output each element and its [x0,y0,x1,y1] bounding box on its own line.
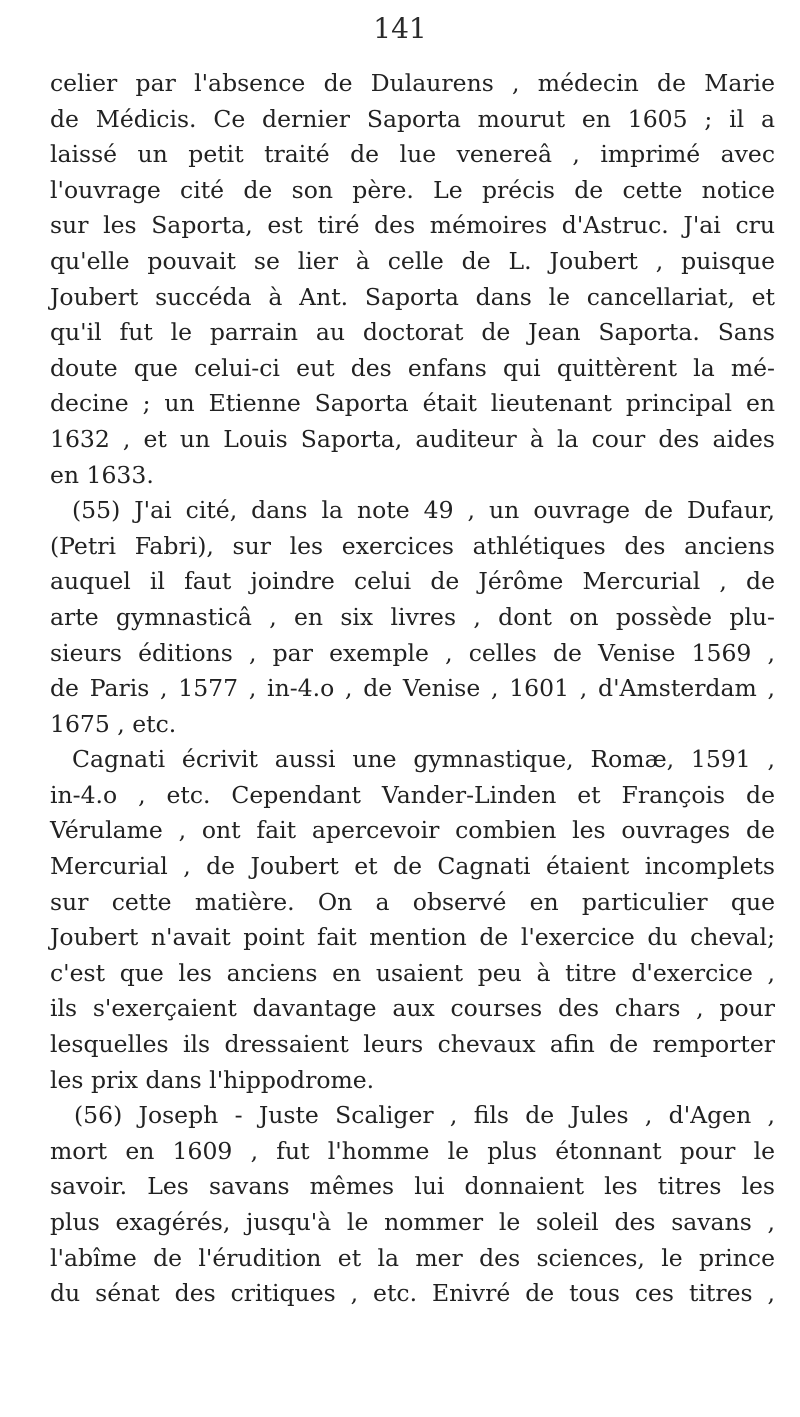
text-line: plus exagérés, jusqu'à le nommer le soleil des savans , [50,1208,775,1236]
note-56-start: (56) Joseph - Juste Scaliger , fils de Jules , d'Agen , [74,1101,775,1130]
body-text [50,66,775,1312]
text-line: en 1633. [50,460,154,489]
text-line: Joubert n'avait point fait mention de l'exercice du cheval; [50,923,775,952]
text-line: ils s'exerçaient davantage aux courses des chars , pour [50,994,775,1023]
text-line: sur cette matière. On a observé en particulier que [50,887,775,916]
text-line: auquel il faut joindre celui de Jérôme Mercurial , de [50,567,775,596]
text-line: l'ouvrage cité de son père. Le précis de cette notice [50,175,775,204]
text-line: qu'il fut le parrain au doctorat de Jean Saporta. Sans [50,318,775,347]
text-line: arte gymnasticâ , en six livres , dont on possède plu- [50,602,775,631]
text-line: c'est que les anciens en usaient peu à titre d'exercice , [50,958,775,987]
page-number: 141 [373,12,427,45]
text-line: sieurs éditions , par exemple , celles de Venise 1569 , [50,638,775,667]
text-line: Vérulame , ont fait apercevoir combien les ouvrages de [50,816,775,845]
text-line: (Petri Fabri), sur les exercices athlétiques des anciens [50,531,775,560]
text-line: 1632 , et un Louis Saporta, auditeur à la cour des aides [50,424,775,453]
text-line: les prix dans l'hippodrome. [50,1065,375,1094]
text-line: Cagnati écrivit aussi une gymnastique, Romæ, 1591 , [72,745,775,774]
text-line: celier par l'absence de Dulaurens , médecin de Marie [50,69,775,97]
text-line: mort en 1609 , fut l'homme le plus étonnant pour le [50,1136,775,1165]
text-line: Mercurial , de Joubert et de Cagnati étaient incomplets [50,852,775,881]
text-line: du sénat des critiques , etc. Enivré de tous ces titres , [50,1279,775,1308]
text-line: in-4.o , etc. Cependant Vander-Linden et François de [50,780,775,809]
text-line: decine ; un Etienne Saporta était lieutenant principal en [50,389,775,418]
note-55-start: (55) J'ai cité, dans la note 49 , un ouvrage de Dufaur, [72,496,775,525]
text-line: doute que celui-ci eut des enfans qui quittèrent la mé- [50,353,775,382]
text-line: sur les Saporta, est tiré des mémoires d'Astruc. J'ai cru [50,211,775,240]
text-line: Joubert succéda à Ant. Saporta dans le cancellariat, et [50,282,775,311]
text-line: qu'elle pouvait se lier à celle de L. Joubert , puisque [50,246,775,275]
text-line: de Paris , 1577 , in-4.o , de Venise , 1601 , d'Amsterdam , [50,674,775,703]
text-line: 1675 , etc. [50,709,177,738]
text-line: savoir. Les savans mêmes lui donnaient les titres les [50,1172,775,1201]
text-line: l'abîme de l'érudition et la mer des sciences, le prince [50,1243,775,1272]
text-line: laissé un petit traité de lue venereâ , imprimé avec [50,140,775,169]
text-line: de Médicis. Ce dernier Saporta mourut en 1605 ; il a [50,104,775,133]
text-line: lesquelles ils dressaient leurs chevaux afin de remporter [50,1030,775,1059]
